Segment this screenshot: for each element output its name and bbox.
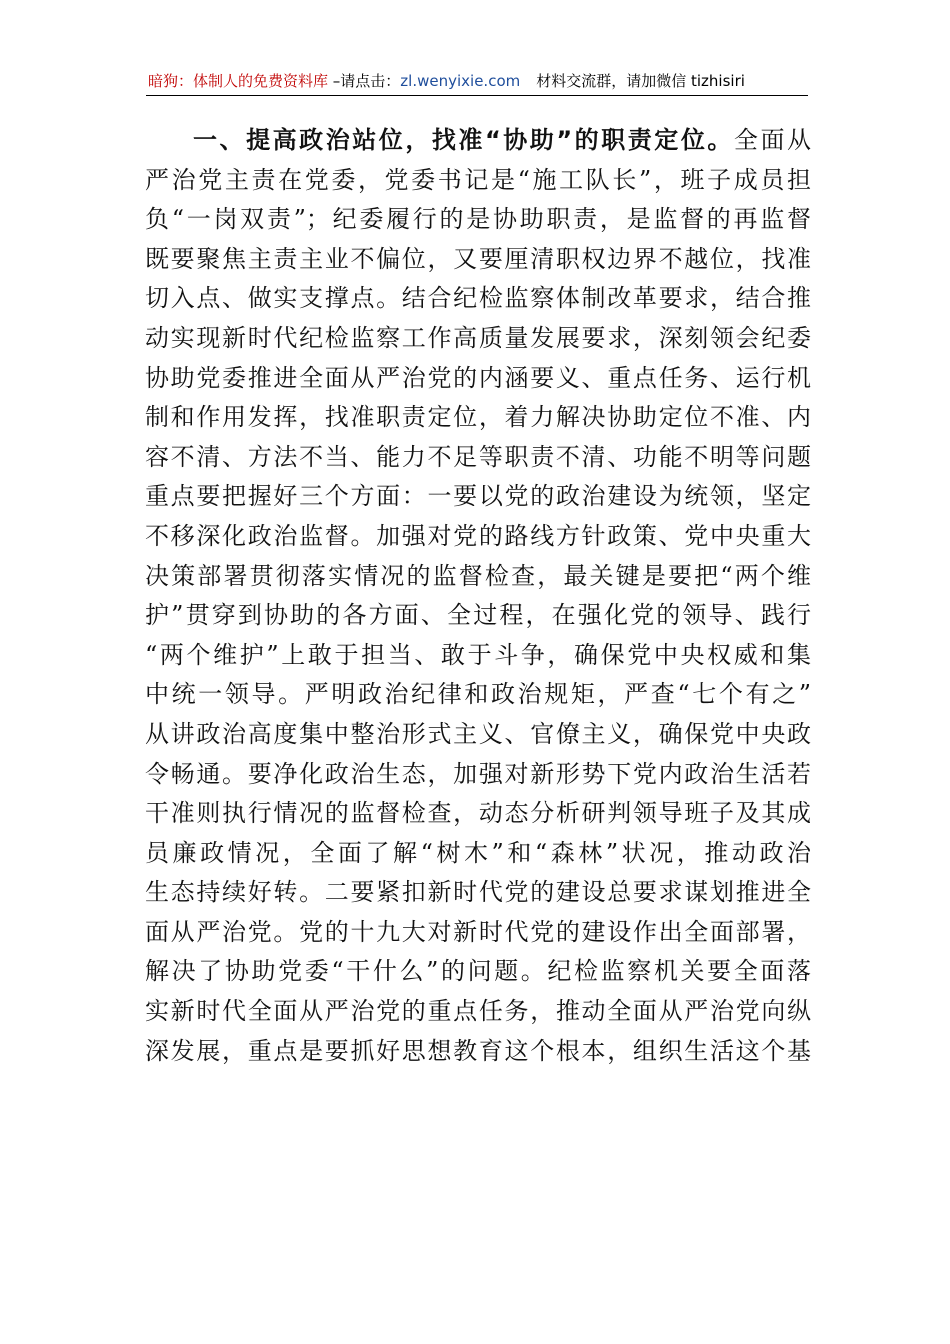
body-line: 中统一领导。严明政治纪律和政治规矩，严查“七个有之” [145,680,811,709]
paragraph-first-line [145,121,811,161]
body-line: 生态持续好转。二要紧扣新时代党的建设总要求谋划推进全 [145,878,811,907]
body-line: 从讲政治高度集中整治形式主义、官僚主义，确保党中央政 [145,719,811,748]
body-line: 切入点、做实支撑点。结合纪检监察体制改革要求，结合推 [145,284,811,313]
body-line: 不移深化政治监督。加强对党的路线方针政策、党中央重大 [145,521,811,550]
body-line: 严治党主责在党委，党委书记是“施工队长”，班子成员担 [145,165,811,194]
body-line: 令畅通。要净化政治生态，加强对新形势下党内政治生活若 [145,759,811,788]
body-line: 护”贯穿到协助的各方面、全过程，在强化党的领导、践行 [145,601,811,630]
body-line: 实新时代全面从严治党的重点任务，推动全面从严治党向纵 [145,997,811,1026]
header-brand: 暗狗：体制人的免费资料库 [148,72,329,90]
body-line: 协助党委推进全面从严治党的内涵要义、重点任务、运行机 [145,363,811,392]
body-line: 制和作用发挥，找准职责定位，着力解决协助定位不准、内 [145,403,811,432]
header-divider [146,95,808,96]
body-line: 解决了协助党委“干什么”的问题。纪检监察机关要全面落 [145,957,811,986]
body-line: 决策部署贯彻落实情况的监督检查，最关键是要把“两个维 [145,561,811,590]
header-separator: –请点击： [328,72,401,90]
section-heading: 一、提高政治站位，找准“协助”的职责定位。 [193,126,734,154]
body-line: 动实现新时代纪检监察工作高质量发展要求，深刻领会纪委 [145,323,811,352]
header-contact: 材料交流群，请加微信 tizhisiri [536,72,745,90]
body-line: 深发展，重点是要抓好思想教育这个根本，组织生活这个基 [145,1036,811,1065]
document-body [145,121,811,1316]
body-line: 容不清、方法不当、能力不足等职责不清、功能不明等问题 [145,442,811,471]
body-line: 负“一岗双责”；纪委履行的是协助职责，是监督的再监督 [145,205,811,234]
body-line: 既要聚焦主责主业不偏位，又要厘清职权边界不越位，找准 [145,244,811,273]
first-line-text: 全面从 [733,126,811,154]
page-header [148,66,808,96]
body-line: 干准则执行情况的监督检查，动态分析研判领导班子及其成 [145,799,811,828]
body-line: 员廉政情况，全面了解“树木”和“森林”状况，推动政治 [145,838,811,867]
body-line: 重点要把握好三个方面：一要以党的政治建设为统领，坚定 [145,482,811,511]
body-line: 面从严治党。党的十九大对新时代党的建设作出全面部署， [145,917,811,946]
body-line: “两个维护”上敢于担当、敢于斗争，确保党中央权威和集 [145,640,811,669]
header-url-link[interactable]: zl.wenyixie.com [400,72,521,90]
